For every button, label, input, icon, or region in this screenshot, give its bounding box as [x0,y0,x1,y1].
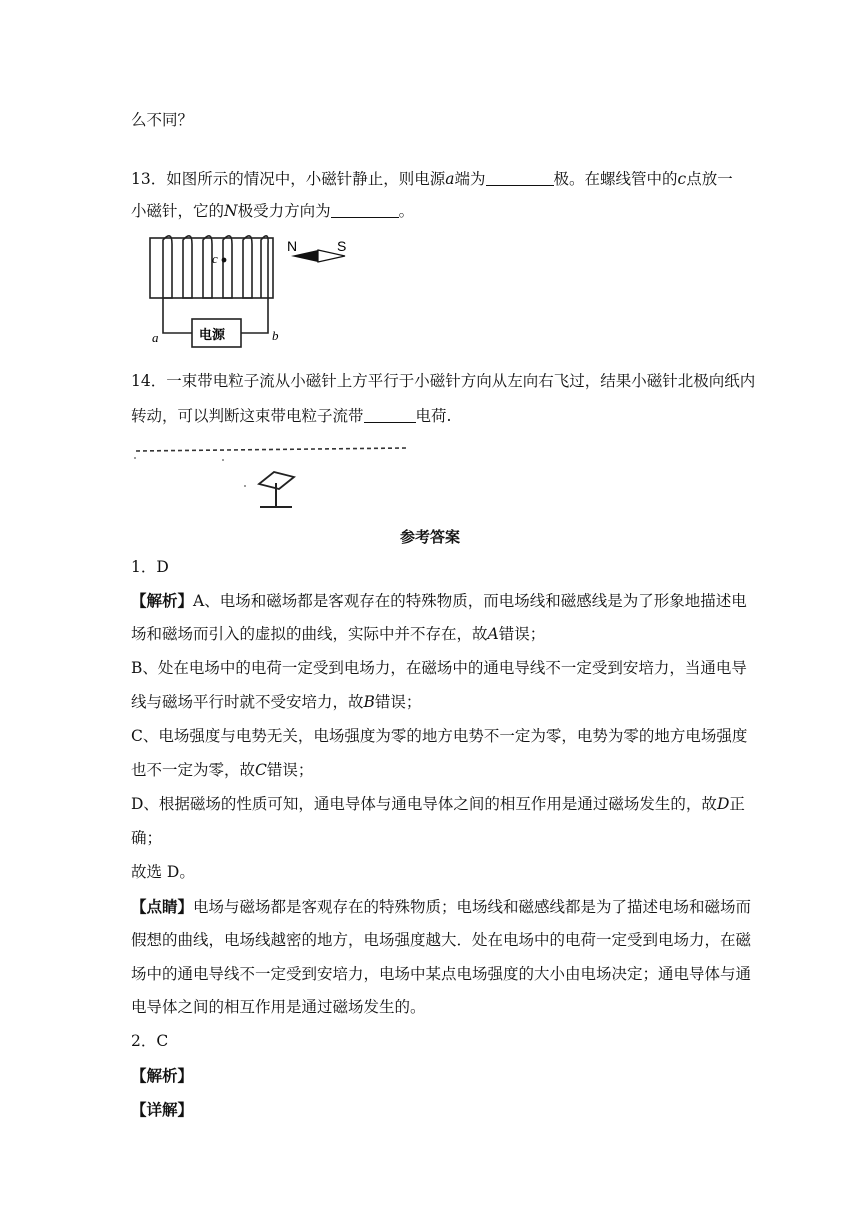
answer-1-analysis-line [131,627,545,643]
point-c-dot [222,258,227,263]
answers-title: 参考答案 [399,528,460,546]
answer-1-note-line: 场中的通电导线不一定受到安培力，电场中某点电场强度的大小由电场决定；通电导体与通 [131,965,752,983]
answer-1-d-line: 确； [131,829,163,847]
coil-turn [223,236,232,298]
answer-1-head: 1．D [131,558,169,576]
q14-text: 转动，可以判断这束带电粒子流带 [131,407,364,425]
answer-1-c-line [131,763,313,779]
q13-text: 13．如图所示的情况中，小磁针静止，则电源 [131,170,446,188]
q13-var-a: a [445,170,455,188]
coil-turn [243,236,252,298]
wire-left [163,298,192,333]
coil-turn [163,236,172,298]
answer-2-head: 2．C [131,1032,169,1050]
analysis-text: 线与磁场平行时就不受安培力，故 [131,693,364,711]
wire-right [241,298,268,333]
coil-turn [261,236,268,298]
terminal-a-label: a [152,330,159,345]
answer-1-choice: 故选 D。 [131,863,195,881]
speck [222,459,224,461]
magnet-s-label: S [337,238,347,254]
magnet-n-label: N [287,238,298,254]
q13-text: 端为 [454,170,486,188]
analysis-text: A、电场和磁场都是客观存在的特殊物质，而电场线和磁感线是为了形象地描述电 [193,592,747,610]
speck [134,457,136,459]
answer-blank [364,408,416,423]
q13-text: 小磁针，它的 [131,202,225,220]
q13-var-n: N [224,202,238,220]
q13-text: 点放一 [686,170,733,188]
answer-1-note-line: 电导体之间的相互作用是通过磁场发生的。 [131,998,426,1016]
particle-beam-figure [131,440,411,515]
solenoid-figure [140,232,360,350]
answer-1-analysis-line [131,593,747,610]
power-source-label: 电源 [199,328,226,343]
q13-text: 极受力方向为 [237,202,331,220]
analysis-text: 也不一定为零，故 [131,761,256,779]
note-text: 电场与磁场都是客观存在的特殊物质；电场线和磁感线都是为了描述电场和磁场而 [193,898,752,916]
answer-1-d-line [131,797,745,813]
note-tag: 【点睛】 [131,897,194,916]
q13-var-c: c [677,170,687,188]
coil-turn [183,236,192,298]
answer-1-b-line [131,695,421,711]
analysis-text: 错误； [498,625,546,643]
point-c-label: c [212,251,218,266]
analysis-text: D、根据磁场的性质可知，通电导体与通电导体之间的相互作用是通过磁场发生的，故 [131,795,717,813]
speck [244,485,246,487]
terminal-b-label: b [272,328,279,343]
option-var: A [487,625,499,643]
analysis-tag: 【解析】 [131,591,194,610]
answer-1-c-line: C、电场强度与电势无关，电场强度为零的地方电势不一定为零，电势为零的地方电场强度 [131,727,748,745]
analysis-text: 错误； [266,761,314,779]
option-var: C [255,761,267,779]
answer-1-note-line [131,899,751,916]
particle-beam [136,448,406,451]
answer-2-detail-tag: 【详解】 [131,1100,194,1119]
option-var: B [363,693,375,711]
q13-text: 极。在螺线管中的 [553,170,678,188]
coil-turn [203,236,212,298]
q12-tail: 么不同？ [131,111,194,129]
answer-2-analysis-tag: 【解析】 [131,1066,194,1085]
answer-1-note-line: 假想的曲线，电场线越密的地方，电场强度越大．处在电场中的电荷一定受到电场力，在磁 [131,931,752,949]
answer-1-b-line: B、处在电场中的电荷一定受到电场力，在磁场中的通电导线不一定受到安培力，当通电导 [131,659,747,677]
q13-line-1 [131,171,733,188]
analysis-text: 正 [729,795,745,813]
analysis-text: 场和磁场而引入的虚拟的曲线，实际中并不存在，故 [131,625,488,643]
q14-line-2 [131,408,451,425]
answer-blank [331,203,399,218]
option-var: D [716,795,730,813]
q14-text: 电荷. [415,407,452,425]
analysis-text: 错误； [374,693,422,711]
answer-blank [486,171,554,186]
compass-needle-north [291,256,318,262]
q13-text: 。 [398,202,415,220]
q13-line-2 [131,203,414,220]
q14-line-1: 14．一束带电粒子流从小磁针上方平行于小磁针方向从左向右飞过，结果小磁针北极向纸内 [131,372,756,390]
